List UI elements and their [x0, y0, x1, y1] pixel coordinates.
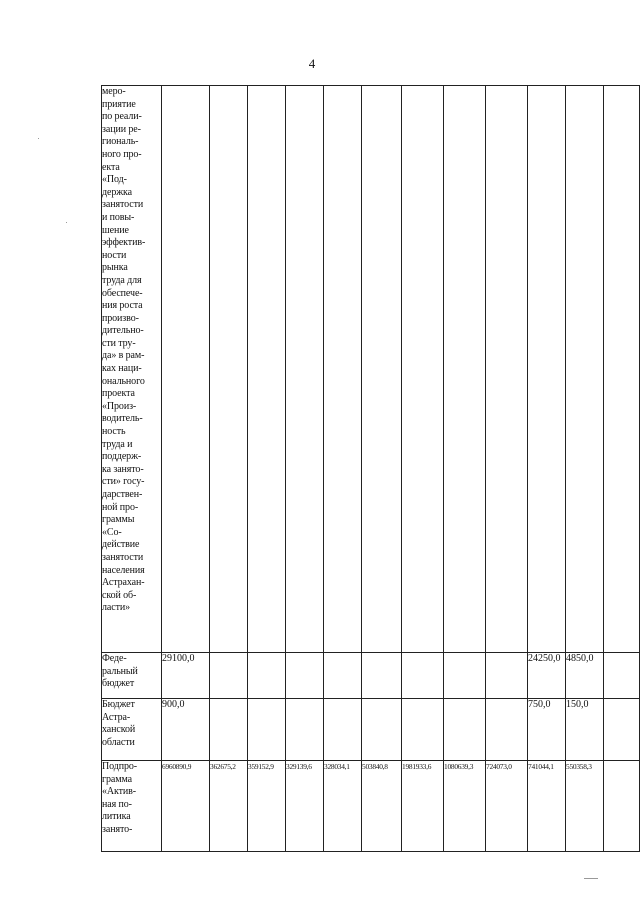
- value-cell: [604, 761, 640, 852]
- value-cell: 359152,9: [248, 761, 286, 852]
- value-cell: [286, 86, 324, 653]
- value-cell: [604, 653, 640, 699]
- table-row: [102, 761, 640, 852]
- value-cell: [210, 86, 248, 653]
- value-cell: 503840,8: [362, 761, 402, 852]
- budget-table: [101, 85, 640, 852]
- value-cell: [444, 653, 486, 699]
- value-cell: [486, 699, 528, 761]
- value-cell: [486, 653, 528, 699]
- table-row: [102, 86, 640, 653]
- row-label-cell: [102, 653, 162, 699]
- row-label-cell: [102, 761, 162, 852]
- scan-speck: [66, 222, 67, 223]
- value-cell: [248, 699, 286, 761]
- value-cell: [248, 86, 286, 653]
- value-cell: [402, 699, 444, 761]
- value-cell: 328034,1: [324, 761, 362, 852]
- value-cell: [286, 653, 324, 699]
- page-number: 4: [308, 56, 316, 71]
- value-cell: [286, 699, 324, 761]
- row-label: Бюджет Астра- ханской области: [102, 699, 136, 748]
- value-cell: [210, 653, 248, 699]
- table-row: [102, 699, 640, 761]
- value-cell: [162, 86, 210, 653]
- value-cell: [362, 86, 402, 653]
- value-cell: [210, 699, 248, 761]
- value-cell: [248, 653, 286, 699]
- value-cell: [444, 699, 486, 761]
- row-label: Подпро- грамма «Актив- ная по- литика занято-: [102, 761, 138, 835]
- row-label-cell: [102, 699, 162, 761]
- value-cell: 900,0: [162, 699, 210, 761]
- value-cell: [486, 86, 528, 653]
- value-cell: 1080639,3: [444, 761, 486, 852]
- value-cell: 362675,2: [210, 761, 248, 852]
- value-cell: 550358,3: [566, 761, 604, 852]
- value-cell: 150,0: [566, 699, 604, 761]
- row-label: Феде- ральный бюджет: [102, 653, 138, 690]
- value-cell: 750,0: [528, 699, 566, 761]
- value-cell: 29100,0: [162, 653, 210, 699]
- row-label: меро- приятие по реали- зации ре- гиональ- ного про- екта «Под- держка занятости и повы- шение эффектив- ности рынка труда для обеспече- ния роста произво- дительно- сти тру- да» в рам- ках наци- онального проекта «Произ- водитель- ность труда и поддерж- ка занято- сти» госу- дарствен- ной про- граммы «Со- действие занятости населения Астрахан- ской об- ласти»: [102, 86, 146, 614]
- value-cell: [402, 86, 444, 653]
- value-cell: 724073,0: [486, 761, 528, 852]
- scan-speck: [38, 138, 39, 139]
- value-cell: [444, 86, 486, 653]
- value-cell: [362, 653, 402, 699]
- value-cell: [402, 653, 444, 699]
- table-row: [102, 653, 640, 699]
- value-cell: [362, 699, 402, 761]
- value-cell: [324, 86, 362, 653]
- value-cell: [604, 699, 640, 761]
- value-cell: 4850,0: [566, 653, 604, 699]
- value-cell: 741044,1: [528, 761, 566, 852]
- value-cell: 1981933,6: [402, 761, 444, 852]
- value-cell: 24250,0: [528, 653, 566, 699]
- row-label-cell: [102, 86, 162, 653]
- value-cell: 329139,6: [286, 761, 324, 852]
- value-cell: [604, 86, 640, 653]
- value-cell: [566, 86, 604, 653]
- value-cell: [324, 699, 362, 761]
- value-cell: [528, 86, 566, 653]
- value-cell: [324, 653, 362, 699]
- value-cell: 6960890,9: [162, 761, 210, 852]
- scan-speck: [584, 878, 598, 879]
